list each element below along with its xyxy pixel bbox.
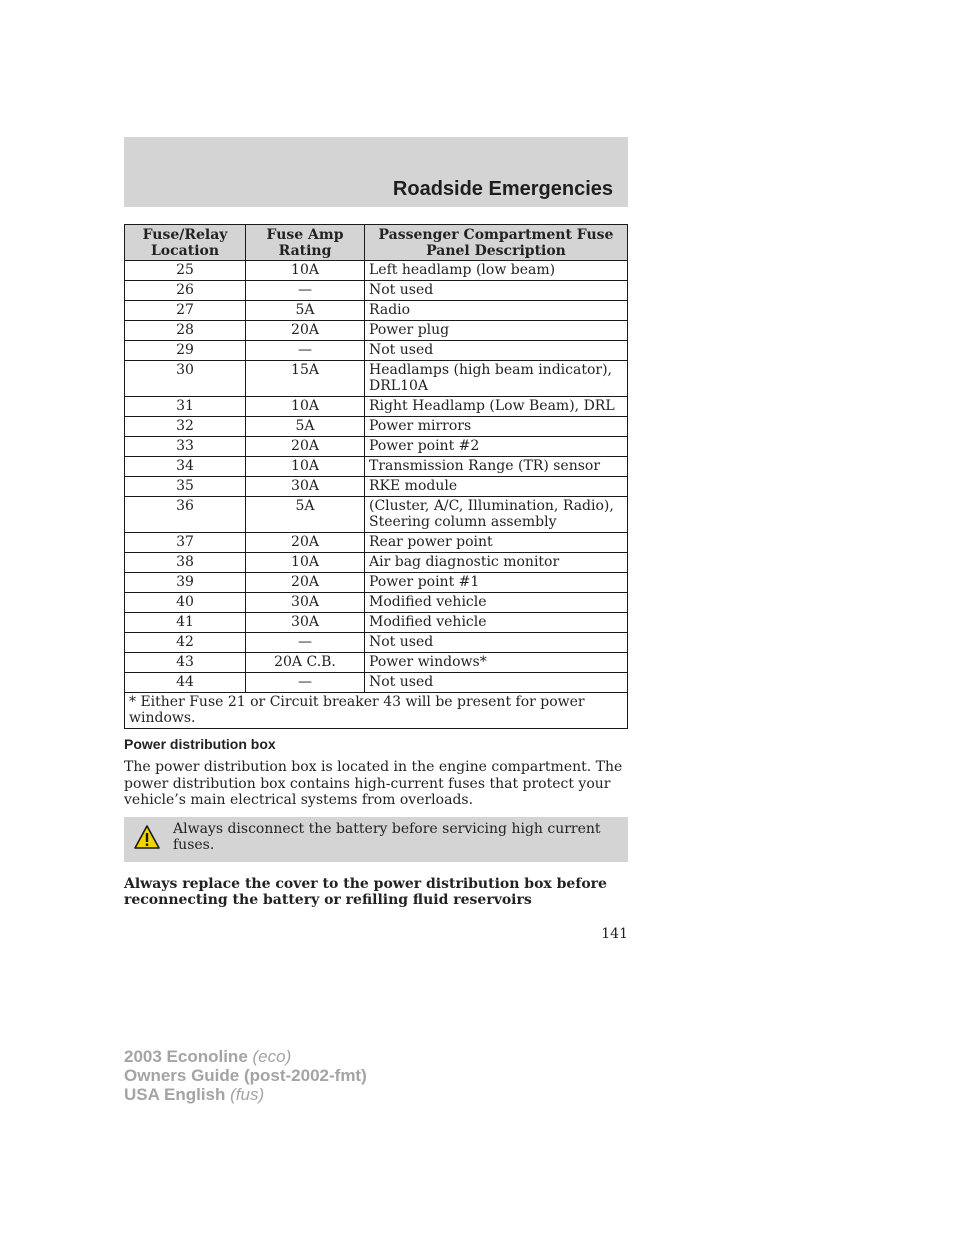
cell-amp-rating: 20A bbox=[246, 321, 365, 341]
cell-location: 33 bbox=[125, 437, 246, 457]
cell-location: 44 bbox=[125, 673, 246, 693]
footer-language-code: (fus) bbox=[230, 1085, 265, 1104]
table-row bbox=[125, 497, 628, 533]
cell-amp-rating: — bbox=[246, 633, 365, 653]
cell-location: 43 bbox=[125, 653, 246, 673]
cell-amp-rating: 5A bbox=[246, 301, 365, 321]
cell-amp-rating: 5A bbox=[246, 497, 365, 533]
table-row bbox=[125, 553, 628, 573]
cell-description: Modified vehicle bbox=[365, 593, 628, 613]
cell-description: RKE module bbox=[365, 477, 628, 497]
footer-model-code: (eco) bbox=[252, 1047, 292, 1066]
cell-description: (Cluster, A/C, Illumination, Radio), Steering column assembly bbox=[365, 497, 628, 533]
table-row bbox=[125, 281, 628, 301]
table-footnote-row bbox=[125, 693, 628, 729]
cell-location: 37 bbox=[125, 533, 246, 553]
cell-amp-rating: 10A bbox=[246, 261, 365, 281]
fuse-table-body bbox=[125, 261, 628, 693]
table-footnote: * Either Fuse 21 or Circuit breaker 43 will be present for power windows. bbox=[125, 693, 628, 729]
cell-location: 34 bbox=[125, 457, 246, 477]
table-row bbox=[125, 573, 628, 593]
table-row bbox=[125, 613, 628, 633]
cell-amp-rating: 20A bbox=[246, 533, 365, 553]
cell-location: 27 bbox=[125, 301, 246, 321]
table-row bbox=[125, 673, 628, 693]
table-row bbox=[125, 593, 628, 613]
cell-description: Power point #1 bbox=[365, 573, 628, 593]
table-row bbox=[125, 397, 628, 417]
table-row bbox=[125, 533, 628, 553]
cell-description: Not used bbox=[365, 673, 628, 693]
header-location: Fuse/Relay Location bbox=[125, 225, 246, 261]
page-number: 141 bbox=[601, 926, 628, 942]
footer-line-3 bbox=[124, 1085, 367, 1104]
table-row bbox=[125, 301, 628, 321]
table-row bbox=[125, 457, 628, 477]
cell-description: Not used bbox=[365, 341, 628, 361]
table-row bbox=[125, 633, 628, 653]
cell-description: Not used bbox=[365, 281, 628, 301]
cell-description: Left headlamp (low beam) bbox=[365, 261, 628, 281]
section-paragraph: The power distribution box is located in the engine compartment. The power distribution box contains high-current fuses that protect your vehicle’s main electrical systems from overloads. bbox=[124, 759, 623, 808]
cell-amp-rating: 10A bbox=[246, 553, 365, 573]
header-amp-rating: Fuse Amp Rating bbox=[246, 225, 365, 261]
warning-text: Always disconnect the battery before servicing high current fuses. bbox=[173, 821, 601, 853]
cell-amp-rating: 30A bbox=[246, 477, 365, 497]
cell-description: Power plug bbox=[365, 321, 628, 341]
cell-amp-rating: 5A bbox=[246, 417, 365, 437]
cell-description: Modified vehicle bbox=[365, 613, 628, 633]
table-header-row bbox=[125, 225, 628, 261]
cell-location: 40 bbox=[125, 593, 246, 613]
cell-amp-rating: 20A bbox=[246, 573, 365, 593]
cell-amp-rating: — bbox=[246, 341, 365, 361]
cell-location: 30 bbox=[125, 361, 246, 397]
cell-description: Power windows* bbox=[365, 653, 628, 673]
cell-location: 32 bbox=[125, 417, 246, 437]
cell-amp-rating: — bbox=[246, 281, 365, 301]
footer-line-1 bbox=[124, 1047, 367, 1066]
table-row bbox=[125, 653, 628, 673]
header-description: Passenger Compartment Fuse Panel Description bbox=[365, 225, 628, 261]
page-title: Roadside Emergencies bbox=[392, 178, 613, 200]
cell-description: Air bag diagnostic monitor bbox=[365, 553, 628, 573]
cell-location: 42 bbox=[125, 633, 246, 653]
table-row bbox=[125, 361, 628, 397]
cell-location: 26 bbox=[125, 281, 246, 301]
table-row bbox=[125, 477, 628, 497]
cell-description: Radio bbox=[365, 301, 628, 321]
cell-description: Right Headlamp (Low Beam), DRL bbox=[365, 397, 628, 417]
table-row bbox=[125, 437, 628, 457]
cell-description: Power point #2 bbox=[365, 437, 628, 457]
cell-amp-rating: 20A C.B. bbox=[246, 653, 365, 673]
warning-triangle-icon bbox=[134, 824, 160, 850]
fuse-table bbox=[124, 224, 628, 729]
cell-location: 41 bbox=[125, 613, 246, 633]
cell-amp-rating: 30A bbox=[246, 593, 365, 613]
cell-amp-rating: 20A bbox=[246, 437, 365, 457]
cell-description: Transmission Range (TR) sensor bbox=[365, 457, 628, 477]
cell-description: Headlamps (high beam indicator), DRL10A bbox=[365, 361, 628, 397]
cell-location: 36 bbox=[125, 497, 246, 533]
cell-location: 31 bbox=[125, 397, 246, 417]
table-row bbox=[125, 261, 628, 281]
footer-guide: Owners Guide (post-2002-fmt) bbox=[124, 1066, 367, 1085]
cover-note: Always replace the cover to the power distribution box before reconnecting the battery or refilling fluid reservoirs bbox=[124, 876, 607, 908]
table-row bbox=[125, 321, 628, 341]
cell-location: 29 bbox=[125, 341, 246, 361]
cell-amp-rating: 15A bbox=[246, 361, 365, 397]
cell-description: Not used bbox=[365, 633, 628, 653]
footer-line-2 bbox=[124, 1066, 367, 1085]
cell-location: 39 bbox=[125, 573, 246, 593]
table-row bbox=[125, 341, 628, 361]
cell-location: 25 bbox=[125, 261, 246, 281]
footer-language: USA English bbox=[124, 1085, 226, 1104]
cell-amp-rating: 30A bbox=[246, 613, 365, 633]
warning-box bbox=[124, 817, 628, 862]
footer-model: 2003 Econoline bbox=[124, 1047, 248, 1066]
cell-location: 35 bbox=[125, 477, 246, 497]
cell-description: Power mirrors bbox=[365, 417, 628, 437]
cell-amp-rating: 10A bbox=[246, 457, 365, 477]
cell-location: 38 bbox=[125, 553, 246, 573]
document-footer bbox=[124, 1047, 367, 1104]
cell-description: Rear power point bbox=[365, 533, 628, 553]
table-row bbox=[125, 417, 628, 437]
cell-amp-rating: 10A bbox=[246, 397, 365, 417]
section-header bbox=[124, 137, 628, 207]
cell-amp-rating: — bbox=[246, 673, 365, 693]
cell-location: 28 bbox=[125, 321, 246, 341]
section-heading: Power distribution box bbox=[124, 736, 276, 752]
